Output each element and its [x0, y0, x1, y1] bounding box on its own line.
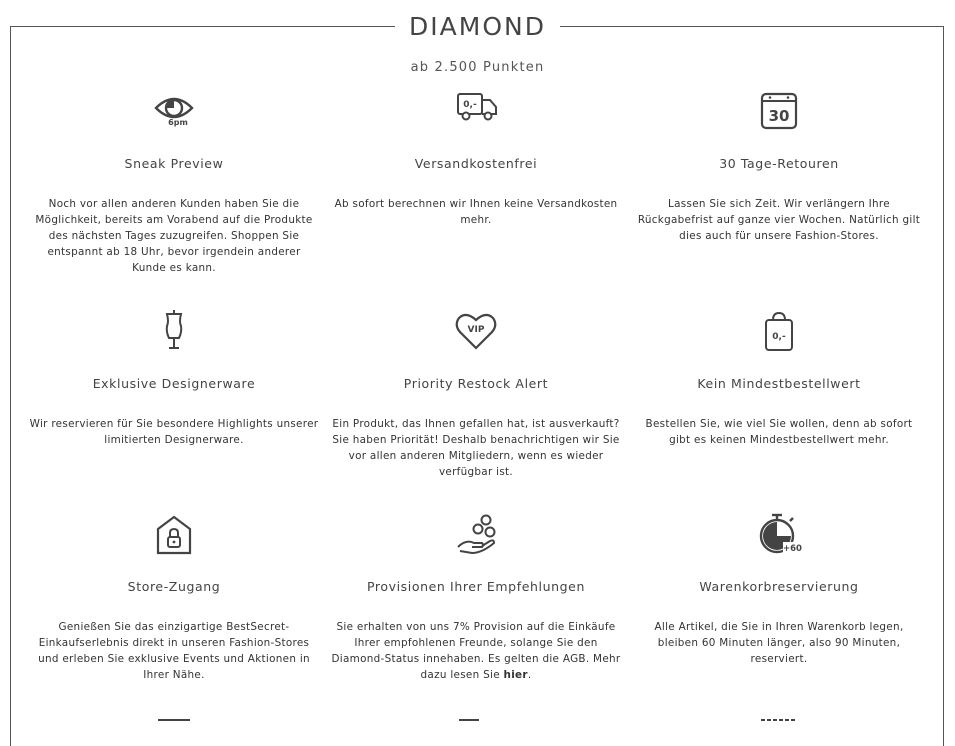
description-text: Sie erhalten von uns 7% Provision auf die Einkäufe Ihrer empfohlenen Freunde, solange Sie den Diamond-Status innehaben. Es gelten die AGB. Mehr dazu lesen Sie [331, 621, 621, 681]
hand-coins-icon [452, 511, 500, 559]
stopwatch-icon [755, 511, 803, 559]
benefit-store-access [29, 511, 319, 683]
icon-label: VIP [467, 325, 485, 335]
benefit-title: Versandkostenfrei [414, 156, 538, 171]
next-row-icon [453, 712, 501, 721]
benefit-title: Kein Mindestbestellwert [697, 376, 861, 391]
benefit-description [331, 619, 621, 683]
benefit-referral-commission [331, 511, 621, 683]
benefit-description: Lassen Sie sich Zeit. Wir verlängern Ihre Rückgabefrist auf ganze vier Wochen. Natürlich gilt dies auch für unsere Fashion-Stores. [637, 198, 921, 242]
vip-heart-icon [452, 308, 500, 356]
icon-label: 6pm [168, 118, 188, 127]
benefit-title: Store-Zugang [127, 579, 221, 594]
benefit-free-shipping [331, 88, 621, 228]
benefit-priority-restock [331, 308, 621, 480]
eye-clock-icon [150, 88, 198, 136]
benefit-description: Genießen Sie das einzigartige BestSecret-Einkaufserlebnis direkt in unseren Fashion-Stores und erleben Sie exklusive Events und Aktionen in Ihrer Nähe. [38, 621, 310, 681]
delivery-truck-icon [452, 88, 500, 136]
agb-link[interactable]: hier [503, 669, 528, 681]
benefit-description: Wir reservieren für Sie besondere Highlights unserer limitierten Designerware. [29, 418, 319, 446]
tier-subtitle: ab 2.500 Punkten [410, 60, 545, 75]
icon-label: 0,- [463, 100, 477, 110]
benefit-description: Ein Produkt, das Ihnen gefallen hat, ist ausverkauft? Sie haben Priorität! Deshalb benachrichtigen wir Sie vor allen anderen Mitgliedern, wenn es wieder verfügbar ist. [332, 418, 620, 478]
icon-label: +60 [783, 544, 802, 554]
store-lock-icon [150, 511, 198, 559]
benefit-cart-reservation [634, 511, 924, 667]
description-end: . [527, 669, 532, 681]
tier-title: DIAMOND [395, 11, 560, 43]
benefit-title: Sneak Preview [124, 156, 224, 171]
icon-label: 30 [768, 107, 790, 125]
benefit-title: 30 Tage-Retouren [719, 156, 839, 171]
benefit-title: Priority Restock Alert [403, 376, 549, 391]
icon-label: 0,- [772, 332, 786, 342]
benefit-description: Noch vor allen anderen Kunden haben Sie die Möglichkeit, bereits am Vorabend auf die Produkte des nächsten Tages zuzugreifen. Shoppen Sie entspannt ab 18 Uhr, bevor irgendein anderer Kunde es kann. [35, 198, 313, 274]
benefit-title: Warenkorbreservierung [699, 579, 859, 594]
benefit-exclusive-designer [29, 308, 319, 448]
shopping-bag-icon [755, 308, 803, 356]
benefit-title: Provisionen Ihrer Empfehlungen [366, 579, 585, 594]
calendar-icon [755, 88, 803, 136]
benefit-description: Ab sofort berechnen wir Ihnen keine Versandkosten mehr. [334, 198, 618, 226]
benefit-30-day-returns [634, 88, 924, 244]
dress-form-icon [150, 308, 198, 356]
benefit-sneak-preview [29, 88, 319, 276]
next-row-icon [755, 712, 803, 721]
benefit-description: Bestellen Sie, wie viel Sie wollen, denn ab sofort gibt es keinen Mindestbestellwert mehr. [645, 418, 913, 446]
benefit-title: Exklusive Designerware [92, 376, 256, 391]
benefit-description: Alle Artikel, die Sie in Ihren Warenkorb legen, bleiben 60 Minuten länger, also 90 Minuten, reserviert. [654, 621, 904, 665]
benefit-no-minimum-order [634, 308, 924, 448]
next-row-icon [150, 712, 198, 721]
